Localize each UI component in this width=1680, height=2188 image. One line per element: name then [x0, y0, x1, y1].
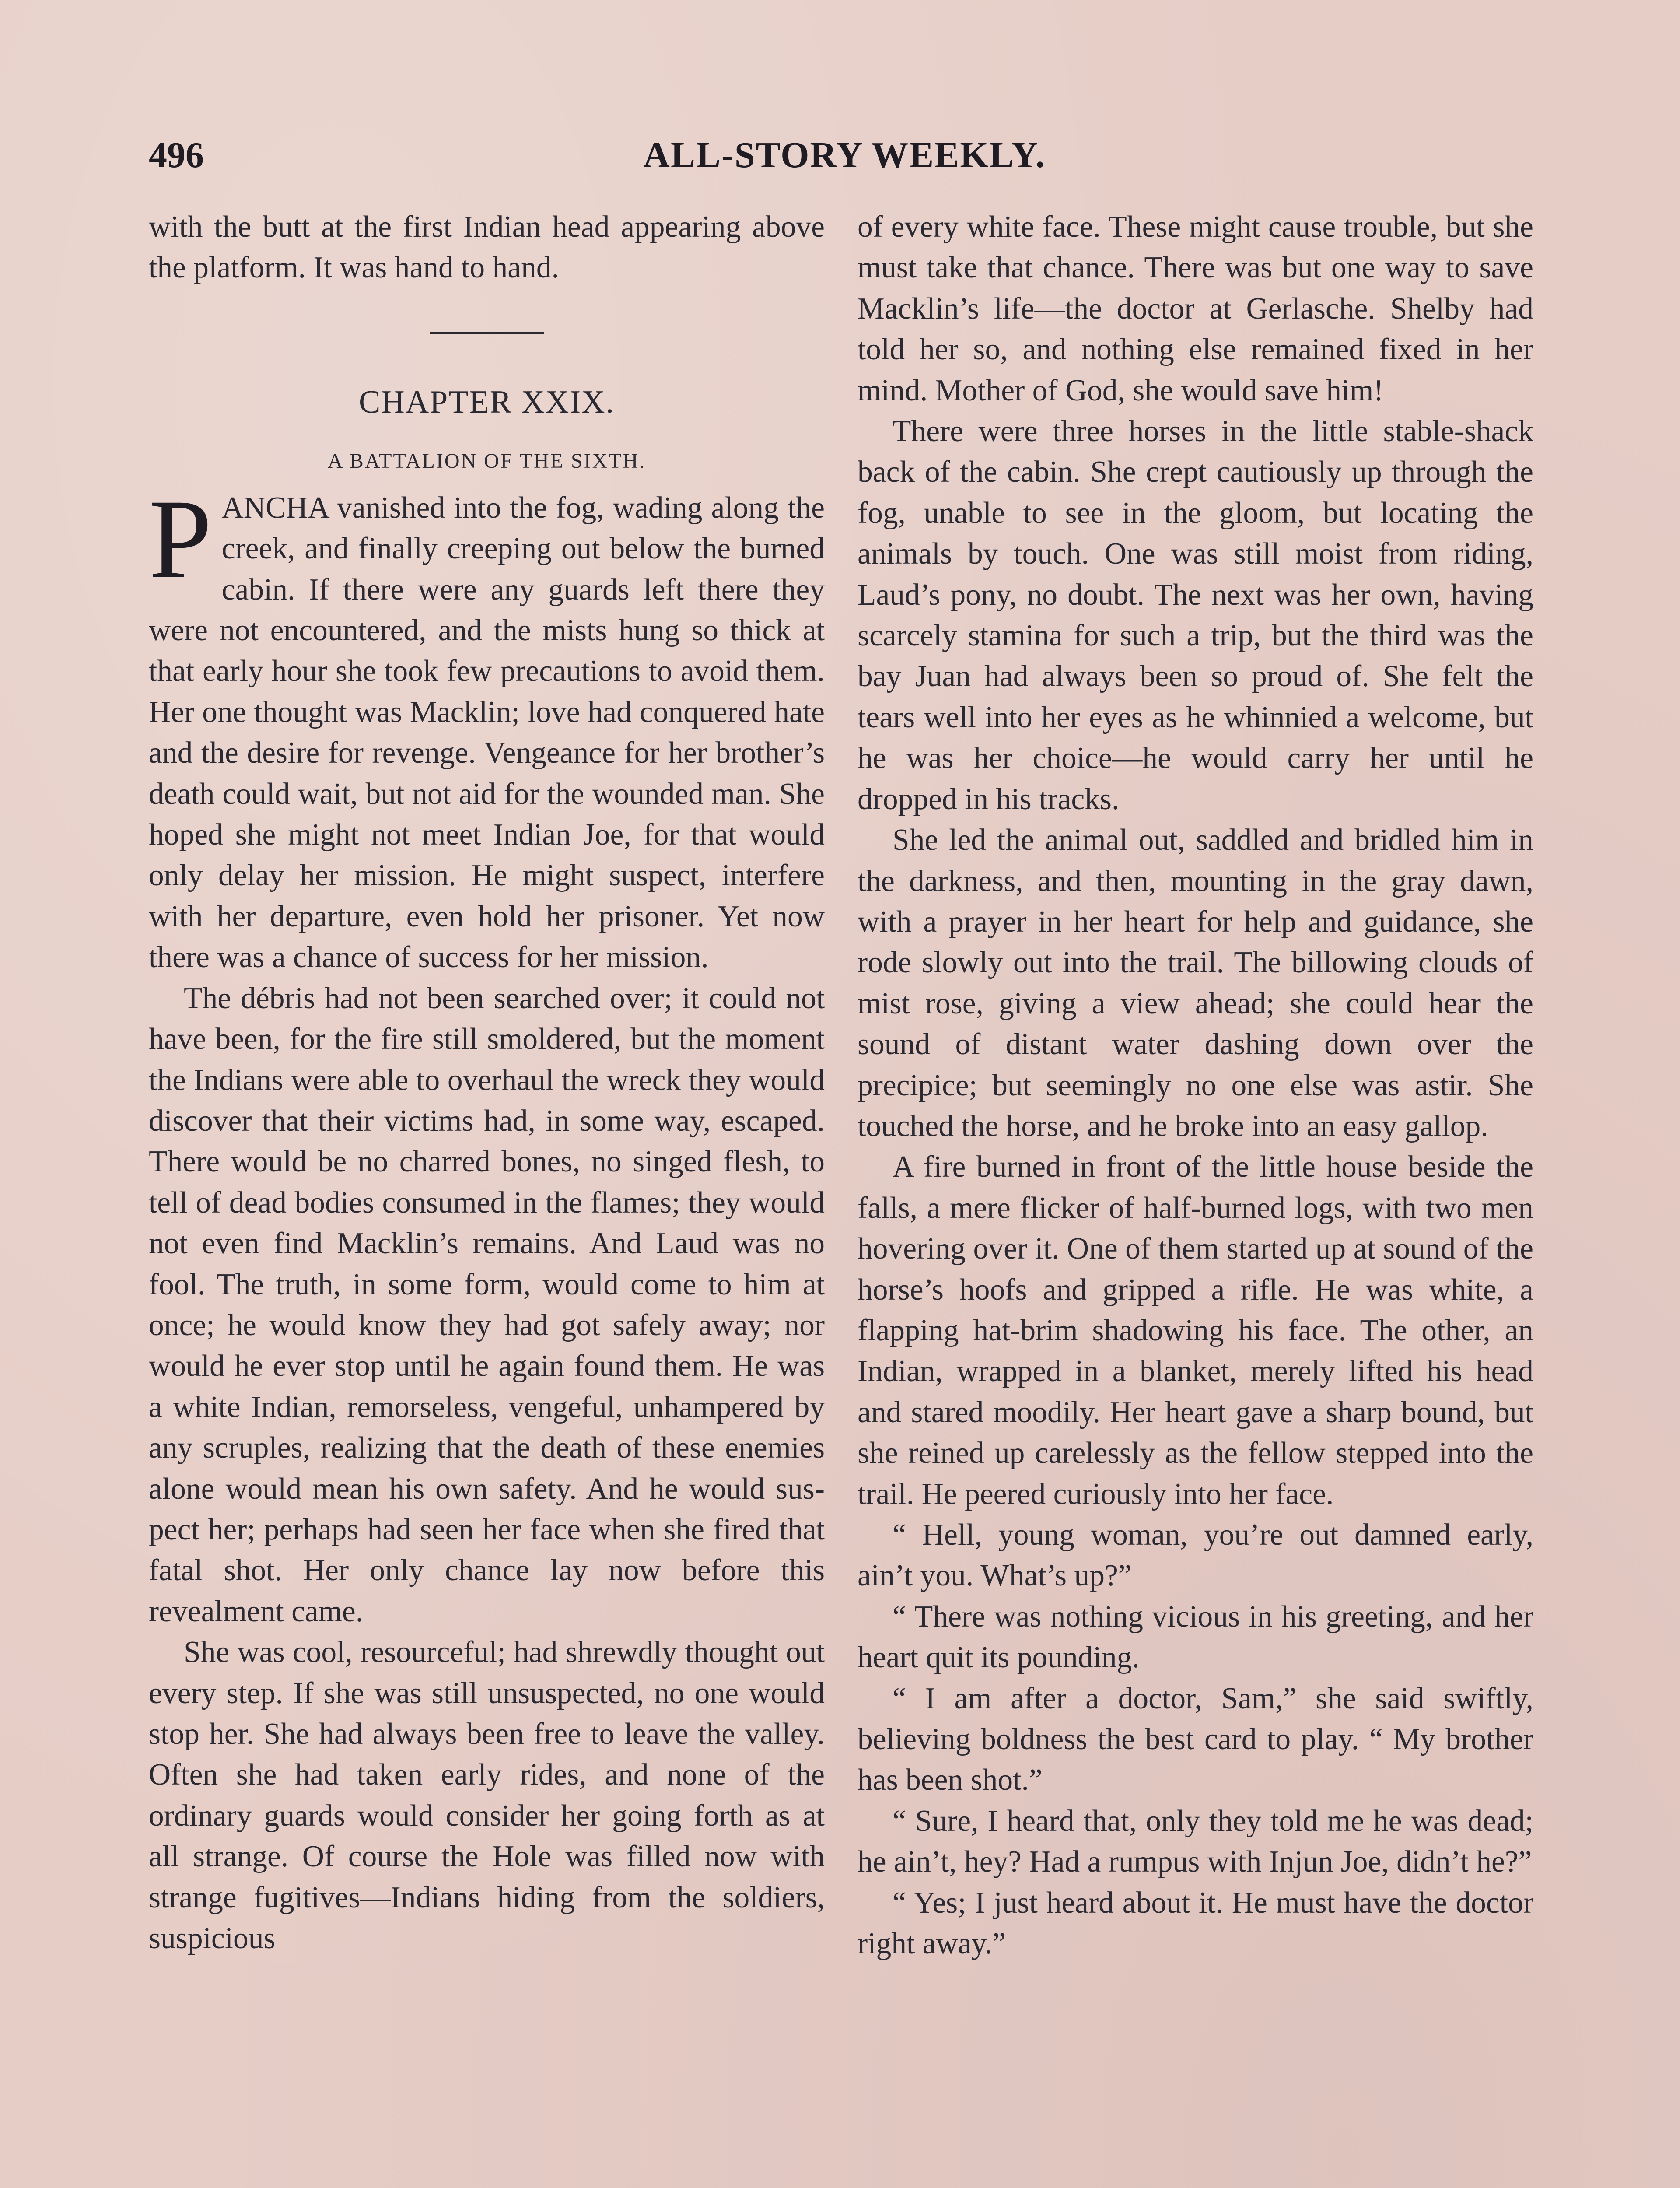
running-head	[149, 131, 1540, 179]
left-column	[149, 207, 825, 1959]
paragraph: “ Yes; I just heard about it. He must have the doctor right away.”	[858, 1886, 1533, 1961]
paragraph: A fire burned in front of the little house beside the falls, a mere flicker of half-burned logs, with two men hovering over it. One of them started up at sound of the horse’s hoofs and gripped a rifle. He was white, a flapping hat-brim shadowing his face. The other, an Indian, wrapped in a blanket, merely lifted his head and stared moodily. Her heart gave a sharp bound, but she reined up carelessly as the fellow stepped into the trail. He peered curiously into her face.	[858, 1150, 1533, 1511]
paragraph: of every white face. These might cause trouble, but she must take that chance. There was but one way to save Macklin’s life—the doctor at Gerlasche. Shelby had told her so, and nothing else remained fixed in her mind. Mother of God, she would save him!	[858, 210, 1533, 407]
paragraph: “ Hell, young woman, you’re out damned early, ain’t you. What’s up?”	[858, 1518, 1533, 1593]
paragraph: with the butt at the first Indian head appearing above the platform. It was hand to hand.	[149, 210, 825, 285]
magazine-title: ALL-STORY WEEKLY.	[643, 135, 1046, 175]
chapter-title: CHAPTER XXIX.	[358, 384, 615, 420]
paragraph: “ I am after a doctor, Sam,” she said swiftly, believing boldness the best card to play. “ My brother has been shot.”	[858, 1681, 1533, 1797]
right-column	[858, 207, 1533, 1964]
section-divider	[430, 332, 544, 334]
chapter-subtitle: A BATTALION OF THE SIXTH.	[327, 449, 646, 473]
paragraph: There were three horses in the little stable-shack back of the cabin. She crept cautiously up through the fog, unable to see in the gloom, but locating the animals by touch. One was still moist from riding, Laud’s pony, no doubt. The next was her own, having scarcely stamina for such a trip, but the third was the bay Juan had always been so proud of. She felt the tears well into her eyes as he whinnied a welcome, but he was her choice—he would carry her until he dropped in his tracks.	[858, 414, 1533, 816]
paragraph: “ Sure, I heard that, only they told me he was dead; he ain’t, hey? Had a rumpus with Injun Joe, didn’t he?”	[858, 1804, 1533, 1879]
paragraph: She led the animal out, saddled and bridled him in the darkness, and then, mounting in the gray dawn, with a prayer in her heart for help and guidance, she rode slowly out into the trail. The billowing clouds of mist rose, giving a view ahead; she could hear the sound of distant water dashing down over the precipice; but seemingly no one else was astir. She touched the horse, and he broke into an easy gallop.	[858, 823, 1533, 1143]
opening-paragraph	[149, 476, 825, 978]
paragraph: The débris had not been searched over; it could not have been, for the fire still smoldered, but the moment the Indians were able to overhaul the wreck they would discover that their victims had, in some way, escaped. There would be no charred bones, no singed flesh, to tell of dead bodies consumed in the flames; they would not even find Macklin’s remains. And Laud was no fool. The truth, in some form, would come to him at once; he would know they had got safely away; nor would he ever stop until he again found them. He was a white Indian, remorseless, vengeful, unhampered by any scruples, realizing that the death of these enemies alone would mean his own safety. And he would suspect her; perhaps had seen her face when she fired that fatal shot. Her only chance lay now before this revealment came.	[149, 981, 825, 1628]
paragraph: “ There was nothing vicious in his greeting, and her heart quit its pounding.	[858, 1599, 1533, 1675]
page-number: 496	[149, 135, 204, 175]
opening-paragraph-text: ANCHA vanished into the fog, wading along the creek, and finally creeping out below the burned cabin. If there were any guards left there they were not encountered, and the mists hung so thick at that early hour she took few precautions to avoid them. Her one thought was Macklin; love had conquered hate and the desire for revenge. Vengeance for her brother’s death could wait, but not aid for the wounded man. She hoped she might not meet Indian Joe, for that would only delay her mission. He might suspect, interfere with her departure, even hold her prisoner. Yet now there was a chance of success for her mission.	[149, 491, 825, 975]
paragraph: She was cool, resourceful; had shrewdly thought out every step. If she was still unsuspected, no one would stop her. She had always been free to leave the valley. Often she had taken early rides, and none of the ordinary guards would consider her going forth as at all strange. Of course the Hole was filled now with strange fugitives—Indians hiding from the soldiers, suspicious	[149, 1635, 825, 1956]
drop-cap: P	[149, 476, 212, 602]
